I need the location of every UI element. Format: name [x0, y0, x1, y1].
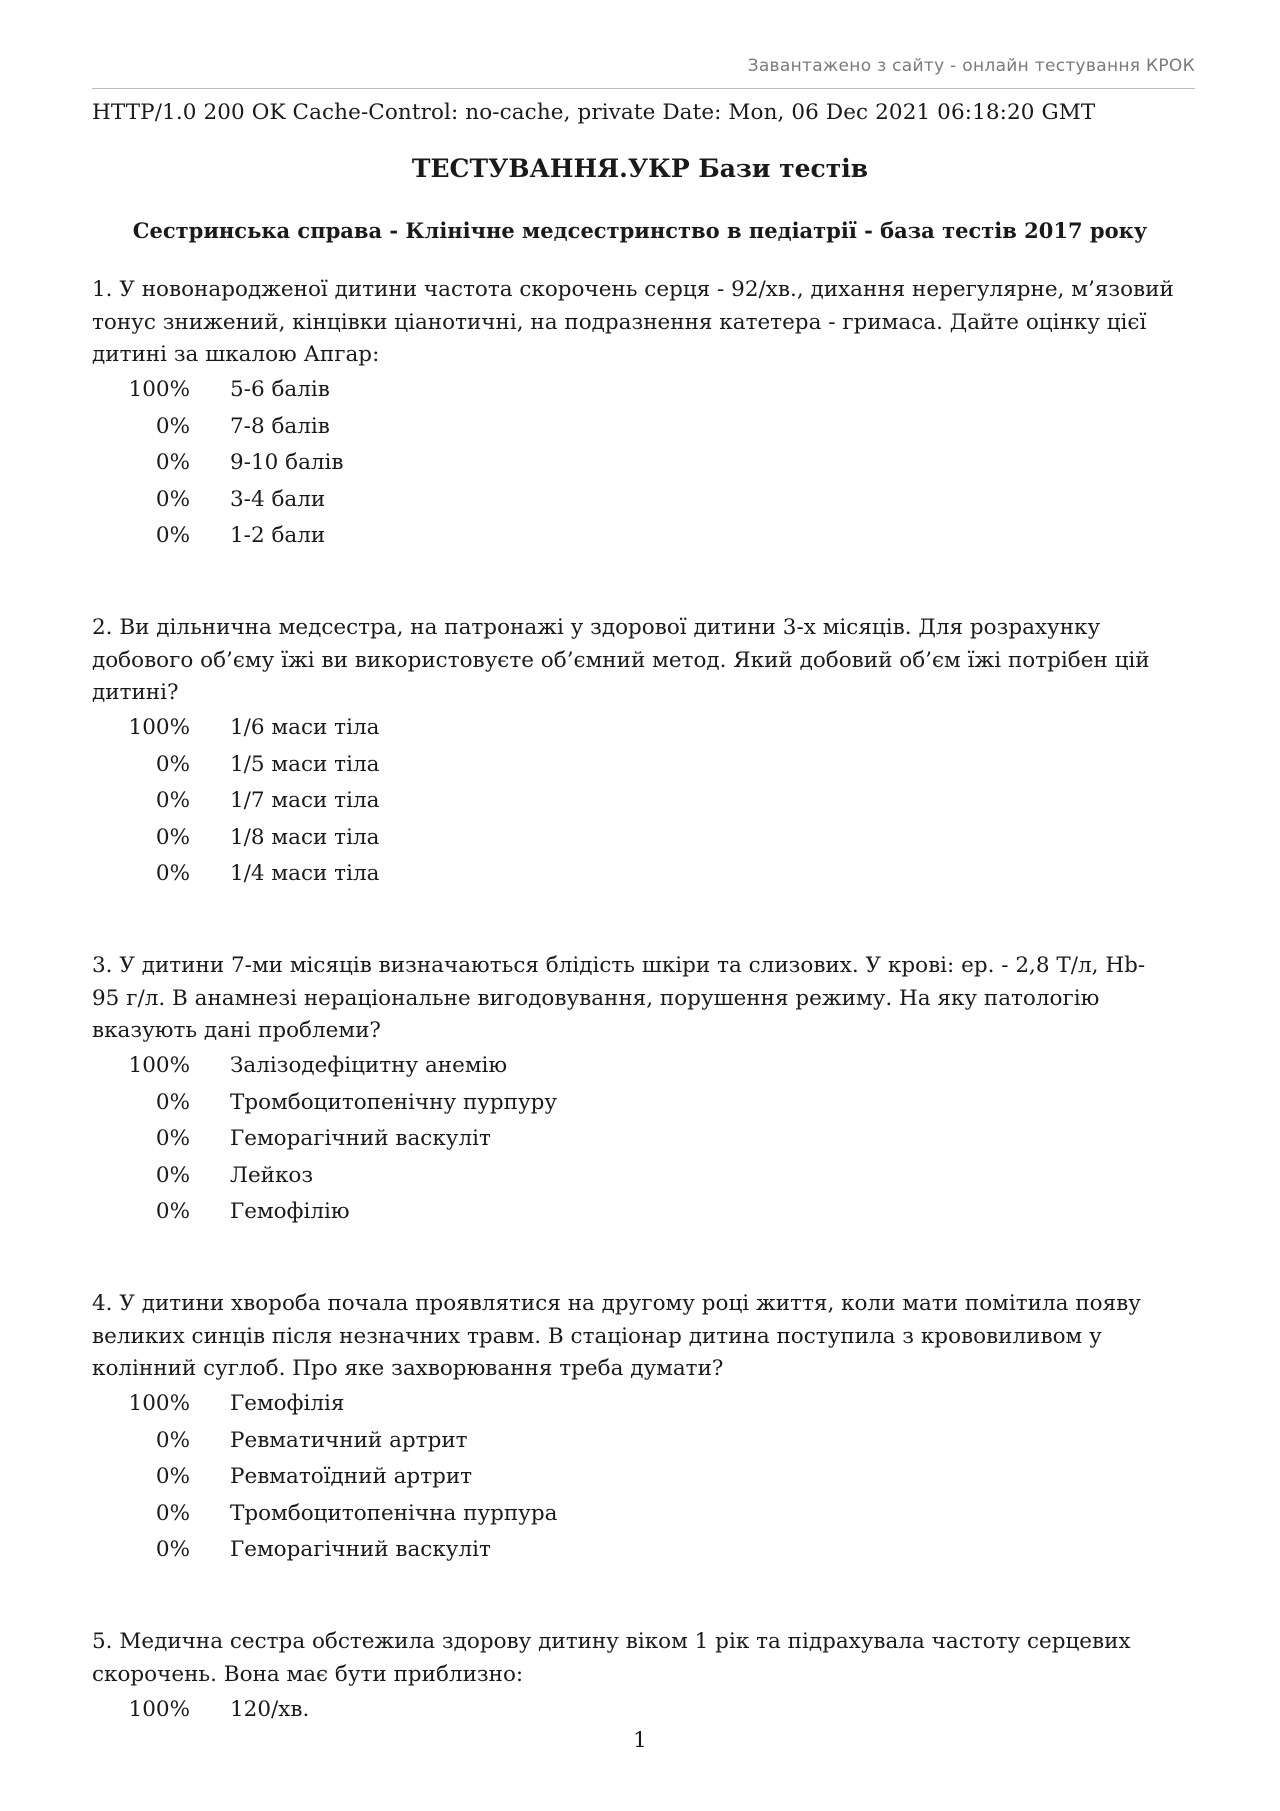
answer-percent: 0% — [155, 1162, 190, 1188]
answer-row — [92, 1157, 1192, 1194]
question-block — [92, 612, 1192, 892]
question-text: 3. У дитини 7-ми місяців визначаються блідість шкіри та слизових. У крові: ер. - 2,8 Т/л, Hb- 95 г/л. В анамнезі нераціональне вигодовування, порушення режиму. На яку патологію вказують дані проблеми? — [92, 953, 1146, 1043]
answer-percent: 0% — [155, 1199, 190, 1225]
answer-row — [92, 1194, 1192, 1231]
question-block — [92, 1626, 1192, 1728]
answer-row — [92, 1386, 1192, 1423]
answer-list — [92, 1691, 1192, 1728]
page-title: ТЕСТУВАННЯ.УКР Бази тестів — [411, 154, 869, 183]
answer-option: 9-10 балів — [230, 450, 344, 476]
answer-option: 120/хв. — [230, 1696, 310, 1722]
answer-row — [92, 518, 1192, 555]
answer-percent: 0% — [155, 413, 190, 439]
answer-percent: 100% — [128, 1696, 190, 1722]
answer-row — [92, 1048, 1192, 1085]
question-text: 4. У дитини хвороба почала проявлятися на другому році життя, коли мати помітила появу великих синців після незначних травм. В стаціонар дитина поступила з крововиливом у колінний суглоб. Про яке захворювання треба думати? — [92, 1291, 1141, 1381]
answer-option: Тромбоцитопенічна пурпура — [230, 1500, 558, 1526]
question-text: 5. Медична сестра обстежила здорову дитину віком 1 рік та підрахувала частоту серцевих скорочень. Вона має бути приблизно: — [92, 1629, 1131, 1687]
answer-row — [92, 372, 1192, 409]
question-text: 2. Ви дільнична медсестра, на патронажі у здорової дитини 3-х місяців. Для розрахунку добового об’єму їжі ви використовуєте об’ємний метод. Який добовий об’єм їжі потрібен цій дитині? — [92, 615, 1150, 705]
answer-option: Тромбоцитопенічну пурпуру — [230, 1089, 558, 1115]
answer-option: Ревматоїдний артрит — [230, 1464, 473, 1490]
answer-percent: 0% — [155, 1089, 190, 1115]
answer-row — [92, 481, 1192, 518]
question-text: 1. У новонародженої дитини частота скорочень серця - 92/хв., дихання нерегулярне, м’язовий тонус знижений, кінцівки ціанотичні, на подразнення катетера - гримаса. Дайте оцінку цієї дитині за шкалою Апгар: — [92, 277, 1174, 367]
questions-list — [92, 274, 1192, 1786]
answer-percent: 0% — [155, 861, 190, 887]
answer-list — [92, 1048, 1192, 1231]
answer-option: 3-4 бали — [230, 486, 326, 512]
answer-list — [92, 372, 1192, 555]
http-response-line: HTTP/1.0 200 OK Cache-Control: no-cache, private Date: Mon, 06 Dec 2021 06:18:20 GMT — [92, 100, 1096, 125]
site-header-text: Завантажено з сайту - онлайн тестування КРОК — [747, 56, 1195, 76]
answer-percent: 100% — [128, 715, 190, 741]
answer-percent: 0% — [155, 1537, 190, 1563]
answer-row — [92, 746, 1192, 783]
answer-option: 5-6 балів — [230, 377, 330, 403]
answer-option: 1/4 маси тіла — [230, 861, 380, 887]
answer-row — [92, 1532, 1192, 1569]
answer-option: Лейкоз — [230, 1162, 314, 1188]
answer-row — [92, 1495, 1192, 1532]
answer-option: Геморагічний васкуліт — [230, 1537, 491, 1563]
answer-option: Ревматичний артрит — [230, 1427, 468, 1453]
page-number: 1 — [633, 1728, 647, 1753]
answer-row — [92, 1459, 1192, 1496]
answer-percent: 0% — [155, 788, 190, 814]
answer-row — [92, 445, 1192, 482]
answer-option: 7-8 балів — [230, 413, 330, 439]
answer-row — [92, 710, 1192, 747]
answer-percent: 0% — [155, 1500, 190, 1526]
answer-percent: 100% — [128, 377, 190, 403]
question-block — [92, 274, 1192, 554]
answer-row — [92, 1422, 1192, 1459]
question-block — [92, 950, 1192, 1230]
answer-percent: 100% — [128, 1391, 190, 1417]
answer-option: Геморагічний васкуліт — [230, 1126, 491, 1152]
page-subtitle: Сестринська справа - Клінічне медсестринство в педіатрії - база тестів 2017 року — [132, 218, 1148, 243]
answer-list — [92, 1386, 1192, 1569]
answer-row — [92, 856, 1192, 893]
answer-percent: 0% — [155, 1126, 190, 1152]
answer-row — [92, 408, 1192, 445]
question-block — [92, 1288, 1192, 1568]
answer-row — [92, 1691, 1192, 1728]
answer-percent: 0% — [155, 1427, 190, 1453]
answer-percent: 0% — [155, 450, 190, 476]
answer-option: 1/8 маси тіла — [230, 824, 380, 850]
answer-option: 1/5 маси тіла — [230, 751, 380, 777]
answer-option: Гемофілію — [230, 1199, 350, 1225]
header-divider — [92, 88, 1195, 89]
answer-list — [92, 710, 1192, 893]
answer-percent: 0% — [155, 523, 190, 549]
answer-percent: 0% — [155, 824, 190, 850]
answer-row — [92, 1121, 1192, 1158]
answer-percent: 0% — [155, 751, 190, 777]
answer-row — [92, 819, 1192, 856]
answer-option: Залізодефіцитну анемію — [230, 1053, 508, 1079]
answer-row — [92, 783, 1192, 820]
answer-option: 1-2 бали — [230, 523, 326, 549]
answer-row — [92, 1084, 1192, 1121]
answer-option: 1/6 маси тіла — [230, 715, 380, 741]
answer-option: 1/7 маси тіла — [230, 788, 380, 814]
answer-percent: 0% — [155, 1464, 190, 1490]
answer-option: Гемофілія — [230, 1391, 345, 1417]
answer-percent: 100% — [128, 1053, 190, 1079]
answer-percent: 0% — [155, 486, 190, 512]
